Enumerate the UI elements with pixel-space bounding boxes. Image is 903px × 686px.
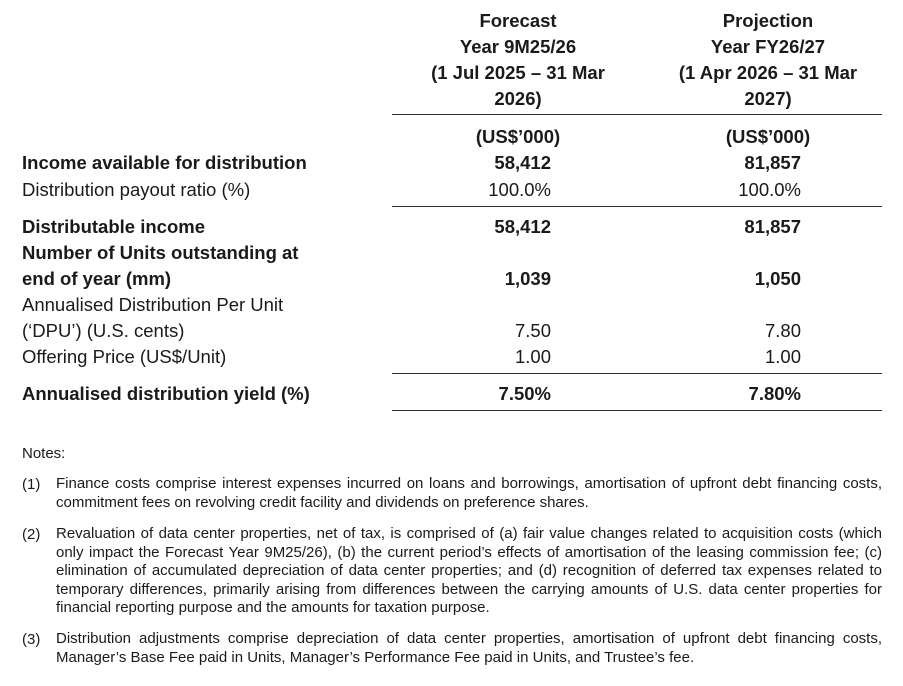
dpu-label [22,292,283,344]
distribution-yield-forecast-value: 7.50% [498,383,551,404]
projection-unit-label: (US$’000) [725,126,811,147]
distribution-yield-projection-value: 7.80% [748,383,801,404]
note-number: (1) [22,476,41,493]
distributable-income-label: Distributable income [22,216,205,237]
dpu-forecast-value: 7.50 [514,320,551,341]
dpu-label-line: (‘DPU’) (U.S. cents) [22,320,185,341]
dpu-label-line: Annualised Distribution Per Unit [22,294,284,315]
note-text: Revaluation of data center properties, net of tax, is comprised of (a) fair value changes related to acquisition costs (which only impact the Forecast Year 9M25/26), (b) the current period’s effects of amortisation of the leasing commission fee; (c) elimination of accumulated depreciation of data center properties; and (d) recognition of deferred tax expenses related to temporary differences, primarily arising from differences between the carrying amounts of U.S. data center properties for financial reporting purpose and the amounts for taxation purpose. [56,525,882,616]
units-outstanding-label-line: Number of Units outstanding at [22,242,299,263]
forecast-header-line: 2026) [494,88,542,109]
distribution-yield-label: Annualised distribution yield (%) [22,383,310,404]
forecast-header-line: Year 9M25/26 [459,36,577,57]
yield-top-divider [392,373,882,374]
forecast-header-line: (1 Jul 2025 – 31 Mar [431,62,605,83]
header-divider [392,114,882,115]
projection-header-line: Year FY26/27 [710,36,826,57]
payout-ratio-projection-value: 100.0% [738,179,801,200]
dpu-projection-value: 7.80 [764,320,801,341]
note-number: (2) [22,526,41,543]
offering-price-projection-value: 1.00 [764,346,801,367]
yield-bottom-divider [392,410,882,411]
units-outstanding-forecast-value: 1,039 [504,268,551,289]
notes-title: Notes: [22,445,66,462]
forecast-column-header [398,8,638,112]
projection-header-line: 2027) [744,88,792,109]
units-outstanding-label-line: end of year (mm) [22,268,172,289]
income-forecast-value: 58,412 [494,152,551,173]
income-label: Income available for distribution [22,152,307,173]
projection-column-header [648,8,888,112]
forecast-unit-label: (US$’000) [475,126,561,147]
projection-header-line: (1 Apr 2026 – 31 Mar [678,62,858,83]
forecast-header-line: Forecast [479,10,557,31]
units-outstanding-projection-value: 1,050 [754,268,801,289]
income-projection-value: 81,857 [744,152,801,173]
note-number: (3) [22,631,41,648]
projection-header-line: Projection [722,10,814,31]
offering-price-forecast-value: 1.00 [514,346,551,367]
note-text: Finance costs comprise interest expenses incurred on loans and borrowings, amortisation of upfront debt financing costs, commitment fees on revolving credit facility and dividends on preference shares. [56,475,882,511]
offering-price-label: Offering Price (US$/Unit) [22,346,227,367]
payout-ratio-label: Distribution payout ratio (%) [22,179,251,200]
distributable-income-forecast-value: 58,412 [494,216,551,237]
note-text: Distribution adjustments comprise depreciation of data center properties, amortisation of upfront debt financing costs, Manager’s Base Fee paid in Units, Manager’s Performance Fee paid in Units, and Trustee’s fee. [56,630,882,666]
payout-ratio-forecast-value: 100.0% [488,179,551,200]
units-outstanding-label [22,240,298,292]
subtotal-divider [392,206,882,207]
distributable-income-projection-value: 81,857 [744,216,801,237]
